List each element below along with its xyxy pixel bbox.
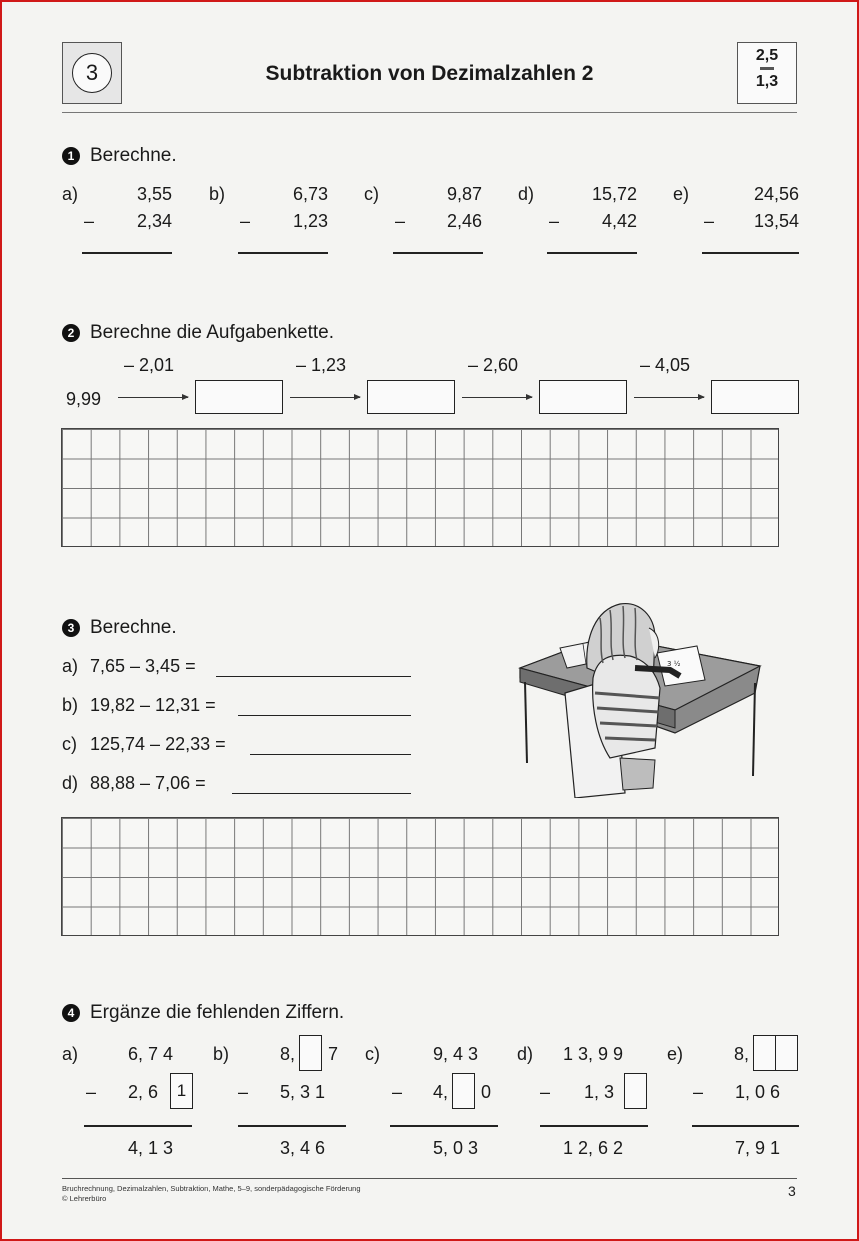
task4-b-minus: – [238,1082,249,1102]
task4-b-sub: 5, 3 1 [280,1082,326,1102]
calculation-grid-2[interactable] [61,817,779,936]
chain-arrow-4 [634,397,704,398]
footer-line-1: Bruchrechnung, Dezimalzahlen, Subtraktion, Mathe, 5–9, sonderpädagogische Förderung [62,1184,361,1193]
task4-a-minus: – [86,1082,97,1102]
task4-a-top: 6, 7 4 [128,1044,174,1064]
task4-b-result-line [238,1125,346,1127]
task1-c-subtrahend: 2,46 [446,211,482,231]
chain-answer-box-4[interactable] [711,380,799,414]
task3-label-d: d) [62,773,79,793]
chain-step-4: – 4,05 [640,355,691,375]
task4-e-digit-box-1[interactable] [753,1035,776,1071]
chain-arrow-3 [462,397,532,398]
task4-a-result-line [84,1125,192,1127]
task4-e-minus: – [693,1082,704,1102]
task3-expr-b: 19,82 – 12,31 = [90,695,216,715]
task1-b-minuend: 6,73 [292,184,328,204]
task2-heading: Berechne die Aufgabenkette. [90,322,335,343]
worksheet-number: 3 [72,53,112,93]
task4-e-top: 8, [734,1044,750,1064]
chain-step-3: – 2,60 [468,355,519,375]
task4-label-e: e) [667,1044,684,1064]
task4-d-result-line [540,1125,648,1127]
task1-d-answer-line[interactable] [547,252,637,254]
task4-b-result: 3, 4 6 [280,1138,326,1158]
footer-rule [62,1178,797,1179]
task4-e-result-line [692,1125,799,1127]
task4-c-result: 5, 0 3 [433,1138,479,1158]
level-divider [760,67,774,70]
task3-expr-c: 125,74 – 22,33 = [90,734,226,754]
task4-d-result: 1 2, 6 2 [563,1138,624,1158]
task4-c-digit-box[interactable] [452,1073,475,1109]
calculation-grid-1[interactable] [61,428,779,547]
task3-heading: Berechne. [90,617,177,638]
task4-label-d: d) [517,1044,534,1064]
task2-bullet: 2 [62,324,80,342]
task4-c-sub-after: 0 [481,1082,492,1102]
task4-heading: Ergänze die fehlenden Ziffern. [90,1002,345,1023]
page-number: 3 [788,1183,796,1199]
task1-e-minuend: 24,56 [753,184,799,204]
task4-d-sub: 1, 3 [584,1082,615,1102]
task1-label-a: a) [62,184,79,204]
task3-answer-line-c[interactable] [250,754,411,755]
task1-d-subtrahend: 4,42 [601,211,637,231]
chain-answer-box-2[interactable] [367,380,455,414]
task3-label-b: b) [62,695,79,715]
task3-label-c: c) [62,734,77,754]
task4-e-digit-box-2[interactable] [775,1035,798,1071]
task4-c-minus: – [392,1082,403,1102]
task4-label-b: b) [213,1044,230,1064]
task1-e-answer-line[interactable] [702,252,799,254]
task4-d-top: 1 3, 9 9 [563,1044,624,1064]
task3-label-a: a) [62,656,79,676]
header-rule [62,112,797,113]
task4-bullet: 4 [62,1004,80,1022]
task1-b-subtrahend: 1,23 [292,211,328,231]
chain-start-value: 9,99 [66,389,102,409]
task1-e-subtrahend: 13,54 [753,211,799,231]
page-title: Subtraktion von Dezimalzahlen 2 [265,62,594,85]
task4-e-sub: 1, 0 6 [735,1082,781,1102]
task1-heading: Berechne. [90,145,177,166]
task1-a-answer-line[interactable] [82,252,172,254]
level-badge [737,42,797,104]
task1-c-answer-line[interactable] [393,252,483,254]
task1-c-minus: – [395,211,406,231]
task1-label-e: e) [673,184,690,204]
task4-b-top-after: 7 [328,1044,339,1064]
task4-d-digit-box[interactable] [624,1073,647,1109]
task4-e-result: 7, 9 1 [735,1138,781,1158]
chain-step-1: – 2,01 [124,355,175,375]
task4-label-a: a) [62,1044,79,1064]
task1-bullet: 1 [62,147,80,165]
task4-label-c: c) [365,1044,380,1064]
task1-a-minuend: 3,55 [136,184,172,204]
task3-expr-a: 7,65 – 3,45 = [90,656,196,676]
task1-a-minus: – [84,211,95,231]
level-top: 2,5 [755,47,779,64]
task4-a-digit-box[interactable]: 1 [170,1073,193,1109]
task3-bullet: 3 [62,619,80,637]
svg-text:3 ½: 3 ½ [667,660,681,668]
task1-label-d: d) [518,184,535,204]
task4-b-top: 8, [280,1044,296,1064]
task1-d-minus: – [549,211,560,231]
task1-b-minus: – [240,211,251,231]
task1-label-b: b) [209,184,226,204]
task4-c-sub: 4, [433,1082,449,1102]
task1-b-answer-line[interactable] [238,252,328,254]
chain-arrow-1 [118,397,188,398]
task4-a-result: 4, 1 3 [128,1138,174,1158]
task1-e-minus: – [704,211,715,231]
task3-answer-line-d[interactable] [232,793,411,794]
task1-c-minuend: 9,87 [446,184,482,204]
footer-line-2: © Lehrerbüro [62,1194,107,1203]
chain-step-2: – 1,23 [296,355,347,375]
task4-b-digit-box[interactable] [299,1035,322,1071]
task1-label-c: c) [364,184,379,204]
task4-a-sub: 2, 6 [128,1082,159,1102]
chain-arrow-2 [290,397,360,398]
task3-answer-line-b[interactable] [238,715,411,716]
footer-text [62,1184,361,1204]
level-bottom: 1,3 [755,73,779,90]
task1-a-subtrahend: 2,34 [136,211,172,231]
task4-c-top: 9, 4 3 [433,1044,479,1064]
task3-answer-line-a[interactable] [216,676,411,677]
chain-answer-box-3[interactable] [539,380,627,414]
task4-c-result-line [390,1125,498,1127]
task1-d-minuend: 15,72 [591,184,637,204]
task3-expr-d: 88,88 – 7,06 = [90,773,206,793]
task4-d-minus: – [540,1082,551,1102]
student-at-desk-illustration [515,598,765,798]
chain-answer-box-1[interactable] [195,380,283,414]
